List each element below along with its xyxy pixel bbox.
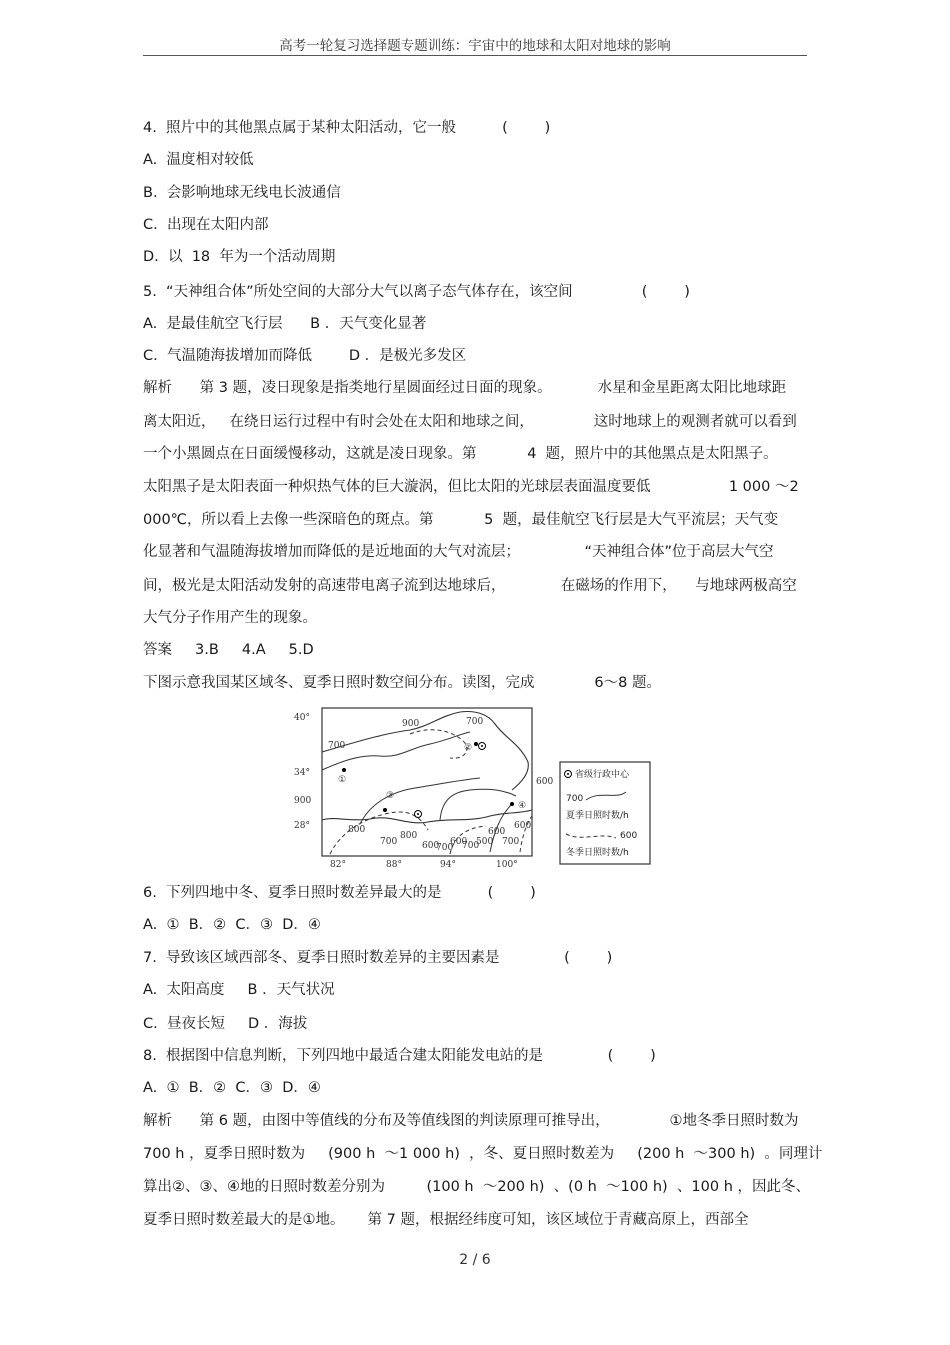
figure-intro: 下图示意我国某区域冬、夏季日照时数空间分布。读图，完成 6～8 题。 [143, 675, 661, 691]
analysis-line: 大气分子作用产生的现象。 [143, 610, 317, 626]
lon-label: 88° [386, 860, 402, 870]
legend-capital: 省级行政中心 [575, 770, 630, 780]
lon-label: 94° [440, 860, 456, 870]
legend-summer-label: 夏季日照时数/h [566, 811, 629, 821]
contour-label: 800 [400, 831, 418, 841]
contour-label: 500 [476, 837, 494, 847]
q8-options: A. ① B．② C．③ D．④ [143, 1080, 321, 1096]
sunshine-hours-map [290, 704, 656, 872]
analysis-line: 解析 第 6 题，由图中等值线的分布及等值线图的判读原理可推导出， ①地冬季日照时数为 [143, 1113, 799, 1129]
analysis-line: 夏季日照时数差最大的是①地。 第 7 题，根据经纬度可知，该区域位于青藏高原上，西部全 [143, 1212, 749, 1228]
analysis-line: 离太阳近， 在绕日运行过程中有时会处在太阳和地球之间， 这时地球上的观测者就可以看到 [143, 414, 797, 430]
q8-stem: 8. 根据图中信息判断，下列四地中最适合建太阳能发电站的是 ( ) [143, 1048, 656, 1064]
contour-label: 700 [380, 837, 398, 847]
q5-options-ab: A. 是最佳航空飞行层 B ．天气变化显著 [143, 316, 427, 332]
analysis-line: 算出②、③、④地的日照时数差分别为 (100 h ～200 h) 、(0 h ～100 h) 、100 h ，因此冬、 [143, 1179, 811, 1195]
q6-stem: 6. 下列四地中冬、夏季日照时数差异最大的是 ( ) [143, 885, 536, 901]
lon-label: 100° [496, 860, 518, 870]
lon-label: 82° [330, 860, 346, 870]
lat-label: 900 [294, 796, 312, 806]
lat-label: 28° [294, 821, 310, 831]
site-label: ③ [386, 791, 395, 801]
site-label: ① [338, 775, 347, 785]
analysis-line: 一个小黑圆点在日面缓慢移动，这就是凌日现象。第 4 题，照片中的其他黑点是太阳黑子。 [143, 446, 778, 462]
contour-label: 700 [466, 717, 484, 727]
lat-label: 40° [294, 713, 310, 723]
analysis-line: 解析 第 3 题，凌日现象是指类地行星圆面经过日面的现象。 水星和金星距离太阳比地球距 [143, 380, 787, 396]
contour-label: 600 [488, 827, 506, 837]
contour-label: 700 [502, 837, 520, 847]
page-number: 2 / 6 [459, 1252, 491, 1268]
lat-label: 34° [294, 768, 310, 778]
q5-options-cd: C. 气温随海拔增加而降低 D ．是极光多发区 [143, 348, 467, 364]
q6-options: A. ① B．② C．③ D．④ [143, 917, 321, 933]
contour-label: 700 [462, 841, 480, 851]
q4-option-c: C. 出现在太阳内部 [143, 217, 269, 233]
site-label: ④ [518, 801, 527, 811]
q7-options-cd: C. 昼夜长短 D ．海拔 [143, 1016, 308, 1032]
site-label: ② [464, 743, 473, 753]
q4-option-b: B. 会影响地球无线电长波通信 [143, 185, 341, 201]
analysis-line: 化显著和气温随海拔增加而降低的是近地面的大气对流层； “天神组合体”位于高层大气空 [143, 544, 774, 560]
q5-stem: 5. “天神组合体”所处空间的大部分大气以离子态气体存在，该空间 ( ) [143, 284, 690, 300]
answer-line: 答案 3.B 4.A 5.D [143, 642, 314, 658]
q7-stem: 7. 导致该区域西部冬、夏季日照时数差异的主要因素是 ( ) [143, 950, 613, 966]
contour-label: 700 [328, 741, 346, 751]
contour-label: 600 [514, 821, 532, 831]
header-rule [143, 55, 807, 56]
contour-label: 600 [536, 777, 554, 787]
legend-winter-label: 冬季日照时数/h [566, 848, 629, 858]
legend-summer-value: 700 [566, 794, 584, 804]
running-header: 高考一轮复习选择题专题训练：宇宙中的地球和太阳对地球的影响 [279, 38, 671, 54]
analysis-line: 000℃，所以看上去像一些深暗色的斑点。第 5 题，最佳航空飞行层是大气平流层；天气变 [143, 512, 779, 528]
legend-winter-value: 600 [620, 831, 638, 841]
contour-label: 700 [436, 843, 454, 853]
contour-label: 900 [402, 719, 420, 729]
analysis-line: 太阳黑子是太阳表面一种炽热气体的巨大漩涡，但比太阳的光球层表面温度要低 1 000 ～2 [143, 479, 799, 495]
q7-options-ab: A. 太阳高度 B ．天气状况 [143, 982, 335, 998]
analysis-line: 700 h ，夏季日照时数为 (900 h ～1 000 h) ，冬、夏日照时数差为 (200 h ～300 h) 。同理计 [143, 1146, 823, 1162]
contour-label: 600 [450, 837, 468, 847]
q4-option-a: A. 温度相对较低 [143, 152, 254, 168]
q4-stem: 4. 照片中的其他黑点属于某种太阳活动，它一般 ( ) [143, 120, 551, 136]
analysis-line: 间，极光是太阳活动发射的高速带电离子流到达地球后， 在磁场的作用下， 与地球两极高空 [143, 578, 797, 594]
q4-option-d: D. 以 18 年为一个活动周期 [143, 249, 336, 265]
contour-label: 600 [422, 841, 440, 851]
contour-label: 800 [348, 825, 366, 835]
